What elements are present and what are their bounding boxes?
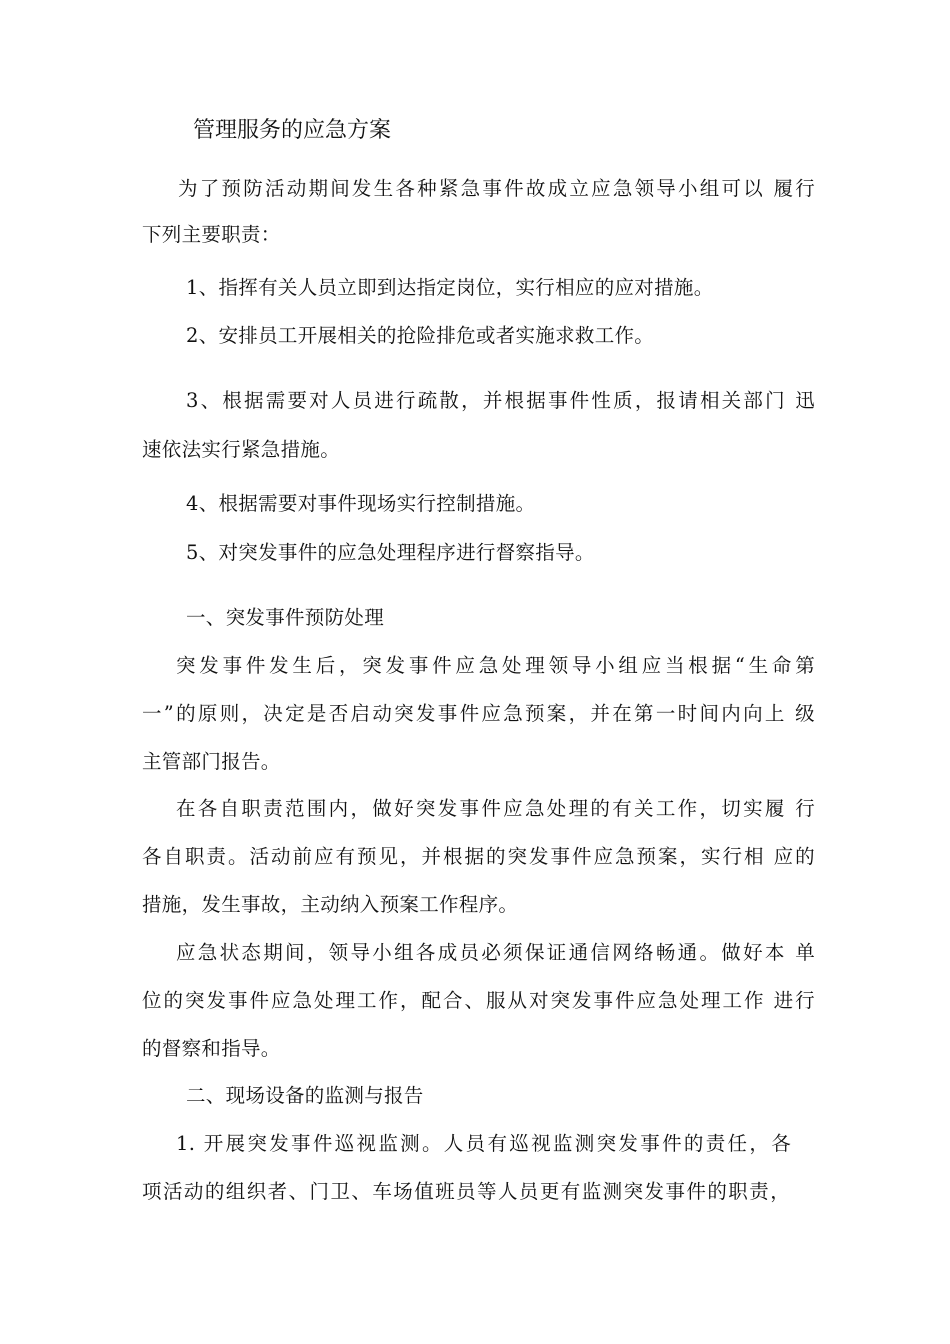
section-heading: 二、现场设备的监测与报告	[186, 1084, 424, 1107]
list-item: 4、根据需要对事件现场实行控制措施。	[186, 492, 536, 515]
list-item: 1、指挥有关人员立即到达指定岗位，实行相应的应对措施。	[186, 276, 714, 299]
paragraph-line: 下列主要职责：	[142, 223, 281, 246]
list-item: 1. 开展突发事件巡视监测。人员有巡视监测突发事件的责任，各	[176, 1132, 791, 1155]
paragraph-line: 突发事件发生后，突发事件应急处理领导小组应当根据“生命第	[176, 654, 815, 677]
paragraph-line: 应急状态期间，领导小组各成员必须保证通信网络畅通。做好本 单	[176, 941, 815, 964]
paragraph-line: 措施，发生事故，主动纳入预案工作程序。	[142, 893, 519, 916]
paragraph-line: 各自职责。活动前应有预见，并根据的突发事件应急预案，实行相 应的	[142, 845, 815, 868]
list-item: 5、对突发事件的应急处理程序进行督察指导。	[186, 541, 595, 564]
list-item: 3、根据需要对人员进行疏散，并根据事件性质，报请相关部门 迅	[186, 389, 815, 412]
document-title: 管理服务的应急方案	[193, 118, 392, 143]
paragraph-line: 为了预防活动期间发生各种紧急事件故成立应急领导小组可以 履行	[178, 177, 815, 200]
section-heading: 一、突发事件预防处理	[186, 606, 385, 629]
paragraph-line: 位的突发事件应急处理工作，配合、服从对突发事件应急处理工作 进行	[142, 989, 815, 1012]
paragraph-line: 主管部门报告。	[142, 750, 281, 773]
list-item: 2、安排员工开展相关的抢险排危或者实施求救工作。	[186, 324, 655, 347]
paragraph-line: 在各自职责范围内，做好突发事件应急处理的有关工作，切实履 行	[176, 797, 815, 820]
paragraph-line: 速依法实行紧急措施。	[142, 438, 341, 461]
paragraph-line: 的督察和指导。	[142, 1037, 281, 1060]
paragraph-line: 一”的原则，决定是否启动突发事件应急预案，并在第一时间内向上 级	[142, 702, 815, 725]
paragraph-line: 项活动的组织者、门卫、车场值班员等人员更有监测突发事件的职责，	[142, 1180, 790, 1203]
